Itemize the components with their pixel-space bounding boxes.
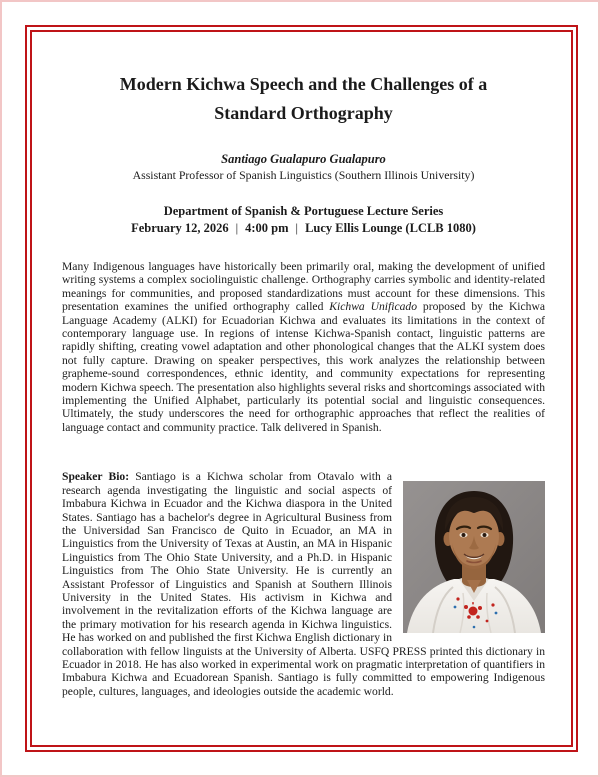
speaker-bio-text: Santiago is a Kichwa scholar from Otavalo with a research agenda investigating the linguistic and social aspects of Imbabura Kichwa in Ecuador and the Kichwa diaspora in the United States. Santiago has a bachelor's degree in Agricultural Business from the Universidad San Francisco de Quito in Ecuador, an MA in Linguistics from the University of Texas at Austin, an MA in Hispanic Linguistics from The Ohio State University, and a Ph.D. in Hispanic Linguistics from The Ohio State University. He is currently an Assistant Professor of Linguistics and Spanish at Southern Illinois University in the United States. His activism in Kichwa and involvement in the revitalization efforts of the Kichwa language are the primary motivation for his research agenda in Kichwa linguistics. He has worked on and published the first Kichwa English dictionary in collaboration with fellow linguists at the University of Alberta. USFQ PRESS printed this dictionary in Ecuador in 2018. He has also worked in experimental work on pragmatic interpretation of quantifiers in Imbabura Kichwa and Ecuadorean Spanish. Santiago is fully committed to empowering Indigenous people, cultures, languages, and ideologies outside the academic world. — [62, 470, 545, 698]
pipe-separator: | — [235, 221, 239, 235]
speaker-bio-paragraph — [62, 470, 545, 698]
lecture-title: Modern Kichwa Speech and the Challenges of a Standard Orthography — [119, 74, 488, 123]
event-location: Lucy Ellis Lounge (LCLB 1080) — [305, 221, 476, 235]
abstract-italic-term: Kichwa Unificado — [329, 300, 418, 314]
speaker-portrait-photo — [403, 481, 545, 633]
abstract-paragraph — [62, 260, 545, 434]
event-details — [62, 220, 545, 237]
abstract-text-start: Many Indigenous languages have historically been primarily oral, making the development of unified writing systems a complex sociolinguistic challenge. Orthography carries symbolic and identity-related meanings for communities, and proposed standardizations must account for these dimensions. This presentation examines the unified orthography called — [62, 260, 545, 314]
event-time: 4:00 pm — [245, 221, 289, 235]
speaker-affiliation: Assistant Professor of Spanish Linguistics (Southern Illinois University) — [132, 168, 475, 182]
event-date: February 12, 2026 — [131, 221, 229, 235]
speaker-bio-label: Speaker Bio: — [62, 470, 130, 484]
pipe-separator: | — [295, 221, 299, 235]
page-frame — [25, 25, 578, 752]
abstract-text-end: proposed by the Kichwa Language Academy (ALKI) for Ecuadorian Kichwa and evaluates its limitations in the context of contemporary language use. In regions of intense Kichwa-Spanish contact, linguistic patterns are rapidly shifting, creating vowel adaptation and other phonological changes that the ALKI system does not fully capture. Drawing on speaker perspectives, this work analyzes the relationship between grapheme-sound correspondences, ethnic identity, and community expectations for representing modern Kichwa speech. The presentation also highlights several risks and shortcomings associated with implementing the Unified Alphabet, particularly its potential social and linguistic consequences. Ultimately, the study underscores the need for orthographic approaches that reflect the realities of language contact and community practice. Talk delivered in Spanish. — [62, 300, 545, 434]
lecture-series-title: Department of Spanish & Portuguese Lecture Series — [163, 204, 444, 218]
speaker-name: Santiago Gualapuro Gualapuro — [221, 152, 386, 166]
